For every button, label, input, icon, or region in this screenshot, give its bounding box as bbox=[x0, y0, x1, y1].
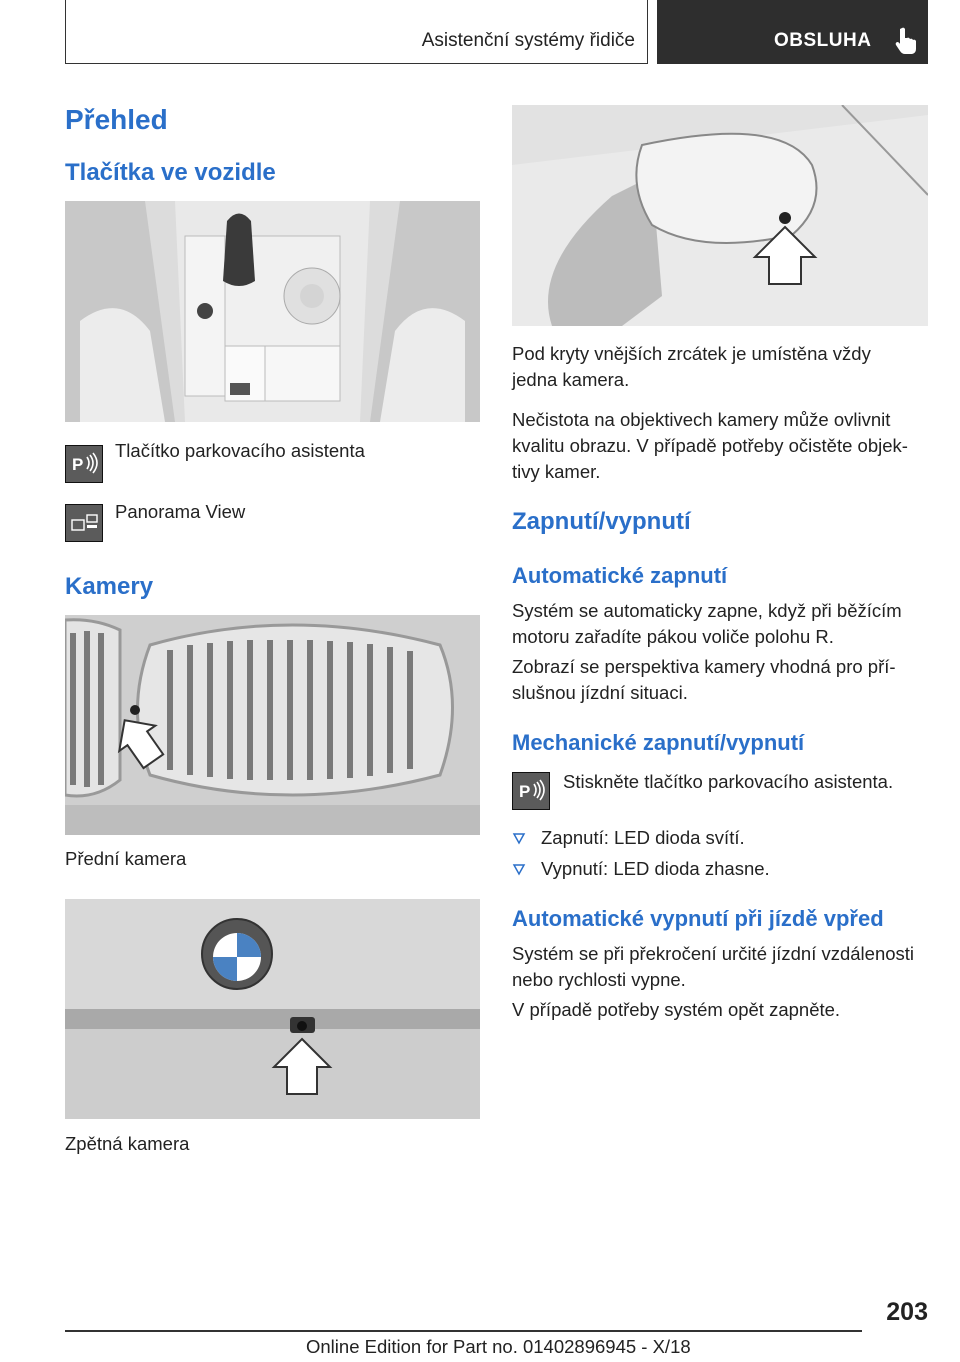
dirt-text-line-1: Nečistota na objektivech kamery může ovlivnit bbox=[512, 409, 891, 430]
triangle-bullet-icon bbox=[512, 831, 526, 845]
heading-automatic-off-forward: Automatické vypnutí při jízdě vpřed bbox=[512, 906, 884, 931]
dirt-text-line-2: kvalitu obrazu. V případě potřeby očistěte objek‐ bbox=[512, 435, 908, 456]
svg-text:P: P bbox=[72, 455, 84, 474]
auto-on-text-line-1: Systém se automaticky zapne, když při běžícím bbox=[512, 600, 902, 621]
page-number: 203 bbox=[886, 1298, 928, 1326]
heading-manual-on-off: Mechanické zapnutí/vypnutí bbox=[512, 730, 805, 755]
svg-text:P: P bbox=[519, 782, 531, 801]
front-camera-caption: Přední kamera bbox=[65, 848, 187, 869]
footer-edition-text: Online Edition for Part no. 01402896945 - X/18 bbox=[306, 1336, 691, 1357]
mirror-text-line-1: Pod kryty vnějších zrcátek je umístěna vždy bbox=[512, 343, 871, 364]
bullet-on-text: Zapnutí: LED dioda svítí. bbox=[541, 827, 745, 848]
heading-buttons-in-vehicle: Tlačítka ve vozidle bbox=[65, 159, 276, 186]
park-assist-button-icon-inline bbox=[512, 772, 550, 810]
dirt-text-line-3: tivy kamer. bbox=[512, 461, 601, 482]
front-camera-image bbox=[65, 615, 480, 835]
auto-off-text-line-1: Systém se při překročení určité jízdní vzdálenosti bbox=[512, 943, 915, 964]
park-assist-button-icon bbox=[65, 445, 103, 483]
park-assist-button-label: Tlačítko parkovacího asistenta bbox=[115, 440, 365, 461]
triangle-bullet-icon bbox=[512, 862, 526, 876]
mirror-text-line-2: jedna kamera. bbox=[512, 369, 630, 390]
side-mirror-camera-image bbox=[512, 105, 928, 326]
perspective-text-line-1: Zobrazí se perspektiva kamery vhodná pro pří‐ bbox=[512, 656, 896, 677]
header-chapter-label: OBSLUHA bbox=[774, 30, 872, 51]
perspective-text-line-2: slušnou jízdní situaci. bbox=[512, 682, 688, 703]
header-section-title: Asistenční systémy řidiče bbox=[421, 30, 635, 51]
heading-automatic-on: Automatické zapnutí bbox=[512, 563, 728, 588]
heading-on-off: Zapnutí/vypnutí bbox=[512, 508, 691, 535]
manual-instruction-text: Stiskněte tlačítko parkovacího asistenta. bbox=[563, 771, 894, 792]
auto-on-text-line-2: motoru zařadíte pákou voliče polohu R. bbox=[512, 626, 834, 647]
switch-on-again-text: V případě potřeby systém opět zapněte. bbox=[512, 999, 841, 1020]
panorama-view-button-icon bbox=[65, 504, 103, 542]
heading-cameras: Kamery bbox=[65, 573, 154, 600]
rear-camera-image bbox=[65, 899, 480, 1119]
header-chapter-box bbox=[657, 0, 928, 64]
bullet-off-text: Vypnutí: LED dioda zhasne. bbox=[541, 858, 770, 879]
center-console-image bbox=[65, 201, 480, 422]
heading-overview: Přehled bbox=[65, 104, 168, 135]
panorama-view-button-label: Panorama View bbox=[115, 501, 246, 522]
rear-camera-caption: Zpětná kamera bbox=[65, 1133, 190, 1154]
footer-divider bbox=[65, 1330, 862, 1332]
header-section-box bbox=[65, 0, 648, 64]
pointing-hand-icon bbox=[895, 26, 919, 54]
auto-off-text-line-2: nebo rychlosti vypne. bbox=[512, 969, 686, 990]
